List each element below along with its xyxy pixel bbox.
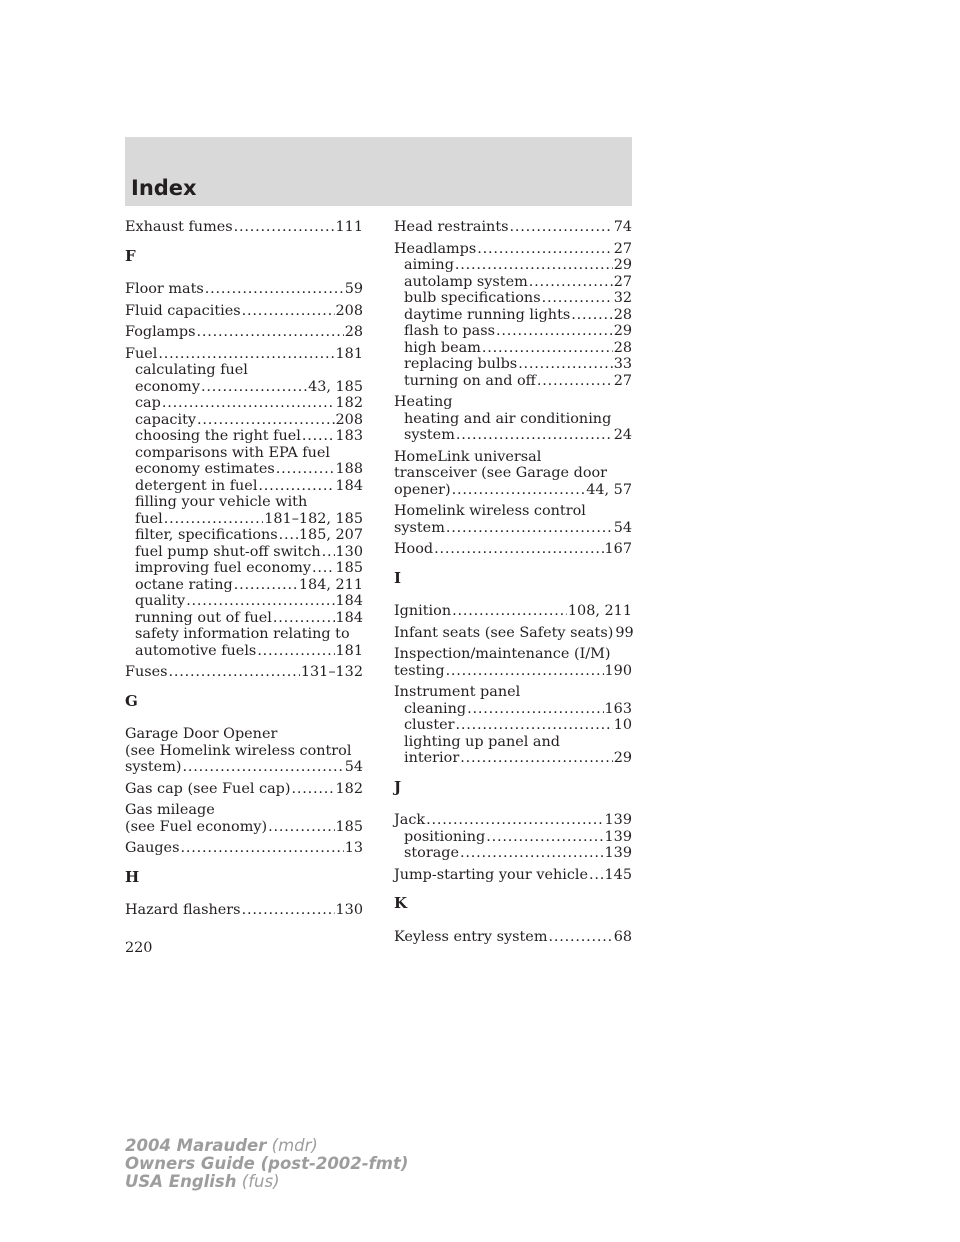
index-term: comparisons with EPA fuel xyxy=(135,444,331,461)
index-entry xyxy=(125,281,363,298)
index-entry-line xyxy=(125,819,363,836)
dot-leader xyxy=(452,603,567,620)
index-term: HomeLink universal xyxy=(394,448,542,465)
index-term: Gas mileage xyxy=(125,802,215,818)
index-term: Exhaust fumes xyxy=(125,219,233,235)
dot-leader xyxy=(158,346,334,363)
index-entry-line xyxy=(125,219,363,236)
index-term: quality xyxy=(135,593,186,609)
footer-model-code: (mdr) xyxy=(271,1136,318,1155)
index-page-ref: 184 xyxy=(335,477,363,494)
index-term: Fuses xyxy=(125,664,168,680)
dot-leader xyxy=(477,241,612,258)
index-page-ref: 28 xyxy=(613,339,632,356)
dot-leader xyxy=(518,356,613,373)
dot-leader xyxy=(452,482,586,499)
index-page-ref: 29 xyxy=(613,323,632,339)
index-entry-line xyxy=(394,394,632,411)
index-page-ref: 185 xyxy=(335,560,363,576)
index-subentry-line xyxy=(394,373,632,390)
index-term: Hood xyxy=(394,541,434,557)
index-term: opener) xyxy=(394,481,451,498)
index-entry xyxy=(394,812,632,862)
section-letter: I xyxy=(394,568,402,587)
index-entry-line xyxy=(125,743,363,760)
index-term: Gas cap (see Fuel cap) xyxy=(125,780,291,797)
index-entry xyxy=(394,646,632,679)
index-page-ref: 184 xyxy=(335,609,363,626)
index-entry xyxy=(394,929,632,946)
dot-leader xyxy=(571,307,612,324)
index-term: running out of fuel xyxy=(135,609,272,626)
index-term: detergent in fuel xyxy=(135,477,258,494)
dot-leader xyxy=(242,303,335,320)
section-letter: K xyxy=(394,894,408,912)
index-entry-line xyxy=(125,759,363,776)
index-term: (see Homelink wireless control xyxy=(125,742,352,759)
dot-leader xyxy=(426,812,603,829)
index-page-ref: 182 xyxy=(335,395,363,411)
index-subentry-line xyxy=(394,290,632,307)
index-term: turning on and off xyxy=(404,372,536,389)
dot-leader xyxy=(455,257,613,274)
index-page-ref: 190 xyxy=(604,662,632,679)
index-subentry-line xyxy=(125,544,363,561)
index-term: high beam xyxy=(404,339,481,356)
index-entry xyxy=(394,541,632,558)
index-entry-line xyxy=(125,346,363,363)
index-term: automotive fuels xyxy=(135,642,257,659)
dot-leader xyxy=(456,427,613,444)
index-entry-line xyxy=(394,646,632,663)
dot-leader xyxy=(467,701,603,718)
index-page-ref: 108, 211 xyxy=(567,603,632,619)
dot-leader xyxy=(486,829,603,846)
index-subentry-line xyxy=(125,412,363,429)
index-entry xyxy=(125,902,363,919)
index-subentry-line xyxy=(394,750,632,767)
index-term: cluster xyxy=(404,717,455,733)
index-subentry-line xyxy=(394,829,632,846)
index-term: interior xyxy=(404,750,460,766)
index-entry xyxy=(125,324,363,341)
dot-leader xyxy=(302,428,335,445)
dot-leader xyxy=(257,643,334,660)
dot-leader xyxy=(460,845,604,862)
index-term: Head restraints xyxy=(394,219,509,235)
footer-line-1 xyxy=(125,1137,408,1155)
index-page-ref: 44, 57 xyxy=(586,481,632,498)
footer-language: USA English xyxy=(125,1172,237,1191)
index-term: Keyless entry system xyxy=(394,928,548,945)
dot-leader xyxy=(273,610,335,627)
dot-leader xyxy=(169,664,300,681)
index-term: safety information relating to xyxy=(135,626,350,642)
index-term: calculating fuel xyxy=(135,362,248,378)
index-term: Fuel xyxy=(125,345,158,362)
index-term: Jack xyxy=(394,812,426,828)
index-subentry-line xyxy=(394,323,632,340)
index-page-ref: 68 xyxy=(613,928,632,945)
index-page-ref: 54 xyxy=(344,759,363,775)
dot-leader xyxy=(182,759,343,776)
index-page-ref: 183 xyxy=(335,428,363,444)
index-entry-line xyxy=(394,219,632,236)
index-page-ref: 111 xyxy=(335,219,363,235)
dot-leader xyxy=(201,379,307,396)
index-term: flash to pass xyxy=(404,323,495,339)
footer-line-3 xyxy=(125,1173,408,1191)
dot-leader xyxy=(589,867,603,884)
index-entry-line xyxy=(125,664,363,681)
index-entry xyxy=(394,867,632,884)
dot-leader xyxy=(537,373,613,390)
dot-leader xyxy=(234,219,335,236)
index-entry-line xyxy=(394,867,632,884)
index-page-ref: 184, 211 xyxy=(298,576,363,593)
index-subentry-line xyxy=(394,717,632,734)
index-term: choosing the right fuel xyxy=(135,428,301,444)
index-subentry-line xyxy=(125,626,363,643)
index-page-ref: 208 xyxy=(335,411,363,428)
index-page-ref: 27 xyxy=(613,240,632,257)
document-footer xyxy=(125,1137,408,1191)
index-subentry-line xyxy=(394,411,632,428)
index-term: positioning xyxy=(404,828,486,845)
index-term: Heating xyxy=(394,394,453,410)
index-subentry-line xyxy=(125,527,363,544)
index-subentry-line xyxy=(125,395,363,412)
dot-leader xyxy=(312,560,335,577)
index-term: cap xyxy=(135,395,161,411)
section-letter: H xyxy=(125,867,140,886)
index-term: aiming xyxy=(404,257,454,273)
index-page-ref: 131–132 xyxy=(300,664,363,680)
index-entry-line xyxy=(394,465,632,482)
index-term: autolamp system xyxy=(404,273,528,290)
index-entry-line xyxy=(125,802,363,819)
index-entry-line xyxy=(394,541,632,558)
index-page-ref: 29 xyxy=(613,750,632,766)
index-entry xyxy=(125,802,363,835)
index-page-ref: 208 xyxy=(335,302,363,319)
index-term: storage xyxy=(404,845,460,861)
index-term: daytime running lights xyxy=(404,306,571,323)
index-subentry-line xyxy=(125,643,363,660)
dot-leader xyxy=(197,324,344,341)
index-term: system xyxy=(394,519,445,536)
index-entry xyxy=(125,840,363,857)
index-page-ref: 10 xyxy=(613,717,632,733)
index-page-ref: 167 xyxy=(604,541,632,557)
dot-leader xyxy=(496,323,613,340)
section-letter: G xyxy=(125,691,138,710)
dot-leader xyxy=(186,593,334,610)
index-page-ref: 29 xyxy=(613,257,632,273)
dot-leader xyxy=(197,412,335,429)
dot-leader xyxy=(456,717,613,734)
index-term: fuel xyxy=(135,510,163,527)
dot-leader xyxy=(234,577,298,594)
index-page-ref: 139 xyxy=(604,845,632,861)
index-term: bulb specifications xyxy=(404,290,541,306)
dot-leader xyxy=(242,902,335,919)
dot-leader xyxy=(529,274,613,291)
index-term: Hazard flashers xyxy=(125,902,241,918)
index-entry xyxy=(394,684,632,767)
dot-leader xyxy=(510,219,613,236)
dot-leader xyxy=(279,527,298,544)
index-page-ref: 130 xyxy=(335,543,363,560)
index-subentry-line xyxy=(394,257,632,274)
index-term: Garage Door Opener xyxy=(125,726,278,742)
index-term: Ignition xyxy=(394,603,452,619)
dot-leader xyxy=(276,461,335,478)
index-term: economy xyxy=(135,378,200,395)
index-page-ref: 181 xyxy=(335,642,363,659)
index-entry xyxy=(394,449,632,499)
index-term: replacing bulbs xyxy=(404,356,518,372)
index-page-ref: 182 xyxy=(335,780,363,797)
index-entry-line xyxy=(125,281,363,298)
index-entry-line xyxy=(125,902,363,919)
dot-leader xyxy=(322,544,335,561)
dot-leader xyxy=(460,750,612,767)
footer-line-2 xyxy=(125,1155,408,1173)
index-term: Infant seats (see Safety seats) xyxy=(394,624,614,641)
index-page-ref: 145 xyxy=(604,866,632,883)
index-term: improving fuel economy xyxy=(135,560,312,576)
index-subentry-line xyxy=(394,356,632,373)
dot-leader xyxy=(258,478,334,495)
index-page-ref: 33 xyxy=(613,356,632,372)
index-page-ref: 43, 185 xyxy=(308,378,363,395)
footer-language-code: (fus) xyxy=(241,1172,280,1191)
index-entry-line xyxy=(394,812,632,829)
index-page-ref: 54 xyxy=(613,519,632,536)
dot-leader xyxy=(548,929,612,946)
index-term: heating and air conditioning xyxy=(404,410,612,427)
index-page-ref: 24 xyxy=(613,427,632,443)
index-page-ref: 163 xyxy=(604,700,632,717)
index-subentry-line xyxy=(125,478,363,495)
index-entry-line xyxy=(394,482,632,499)
index-entry xyxy=(125,726,363,776)
index-subentry-line xyxy=(125,461,363,478)
index-term: filter, specifications xyxy=(135,527,278,543)
index-entry xyxy=(125,781,363,798)
index-page-ref: 188 xyxy=(335,461,363,477)
index-page-ref: 185, 207 xyxy=(298,527,363,543)
index-page-ref: 184 xyxy=(335,593,363,609)
index-page-ref: 130 xyxy=(335,902,363,918)
dot-leader xyxy=(434,541,603,558)
index-term: fuel pump shut-off switch xyxy=(135,543,321,560)
header-band xyxy=(125,137,632,206)
index-entry-line xyxy=(394,625,632,642)
page-number: 220 xyxy=(125,940,153,956)
index-page-ref: 74 xyxy=(613,219,632,235)
index-subentry-line xyxy=(125,379,363,396)
index-term: Foglamps xyxy=(125,324,196,340)
index-subentry-line xyxy=(125,560,363,577)
index-subentry-line xyxy=(394,427,632,444)
index-subentry-line xyxy=(394,274,632,291)
index-entry xyxy=(394,503,632,536)
dot-leader xyxy=(542,290,613,307)
index-term: Gauges xyxy=(125,840,180,856)
dot-leader xyxy=(268,819,334,836)
index-entry-line xyxy=(125,324,363,341)
dot-leader xyxy=(291,781,334,798)
index-page-ref: 28 xyxy=(344,324,363,340)
index-column-left xyxy=(125,219,363,924)
dot-leader xyxy=(482,340,613,357)
index-subentry-line xyxy=(394,734,632,751)
index-entry-line xyxy=(125,781,363,798)
dot-leader xyxy=(180,840,343,857)
index-entry-line xyxy=(394,684,632,701)
index-term: filling your vehicle with xyxy=(135,494,308,510)
index-entry xyxy=(394,394,632,444)
index-page-ref: 13 xyxy=(344,840,363,856)
index-term: Jump-starting your vehicle xyxy=(394,866,589,883)
index-subentry-line xyxy=(125,511,363,528)
index-entry-line xyxy=(394,663,632,680)
index-term: Instrument panel xyxy=(394,684,521,700)
index-entry-line xyxy=(125,303,363,320)
index-page-ref: 139 xyxy=(604,828,632,845)
index-entry-line xyxy=(394,603,632,620)
dot-leader xyxy=(162,395,335,412)
index-entry xyxy=(125,346,363,660)
index-term: Headlamps xyxy=(394,240,477,257)
index-entry xyxy=(394,625,632,642)
index-entry-line xyxy=(394,503,632,520)
index-term: Inspection/maintenance (I/M) xyxy=(394,646,611,662)
index-term: testing xyxy=(394,662,445,679)
index-entry-line xyxy=(394,241,632,258)
index-entry xyxy=(125,219,363,236)
section-letter: F xyxy=(125,246,136,265)
page-title: Index xyxy=(131,176,197,200)
index-entry-line xyxy=(125,726,363,743)
index-page-ref: 99 xyxy=(615,624,634,641)
index-term: octane rating xyxy=(135,576,233,593)
index-page-ref: 59 xyxy=(344,281,363,297)
index-entry xyxy=(394,241,632,390)
index-term: (see Fuel economy) xyxy=(125,818,268,835)
index-subentry-line xyxy=(125,445,363,462)
index-page-ref: 27 xyxy=(613,273,632,290)
index-subentry-line xyxy=(125,428,363,445)
footer-model: 2004 Marauder xyxy=(125,1136,267,1155)
index-page-ref: 139 xyxy=(604,812,632,828)
dot-leader xyxy=(164,511,264,528)
index-entry xyxy=(394,603,632,620)
index-subentry-line xyxy=(394,701,632,718)
index-entry xyxy=(125,303,363,320)
index-term: Homelink wireless control xyxy=(394,503,586,519)
index-entry-line xyxy=(394,520,632,537)
index-page-ref: 181 xyxy=(335,345,363,362)
index-column-right xyxy=(394,219,632,950)
index-term: capacity xyxy=(135,411,197,428)
index-page-ref: 28 xyxy=(613,306,632,323)
index-page-ref: 27 xyxy=(613,372,632,389)
index-term: economy estimates xyxy=(135,461,275,477)
index-entry xyxy=(394,219,632,236)
dot-leader xyxy=(446,520,613,537)
index-entry xyxy=(125,664,363,681)
index-page-ref: 185 xyxy=(335,818,363,835)
section-letter: J xyxy=(394,777,402,796)
index-page-ref: 32 xyxy=(613,290,632,306)
index-subentry-line xyxy=(394,845,632,862)
index-term: lighting up panel and xyxy=(404,733,560,750)
index-term: transceiver (see Garage door xyxy=(394,465,608,481)
index-subentry-line xyxy=(125,577,363,594)
index-entry-line xyxy=(394,929,632,946)
index-term: Fluid capacities xyxy=(125,302,241,319)
dot-leader xyxy=(205,281,344,298)
index-term: cleaning xyxy=(404,700,467,717)
index-subentry-line xyxy=(394,307,632,324)
index-subentry-line xyxy=(125,610,363,627)
index-term: Floor mats xyxy=(125,281,204,297)
index-subentry-line xyxy=(125,362,363,379)
index-term: system) xyxy=(125,759,182,775)
index-subentry-line xyxy=(125,494,363,511)
index-entry-line xyxy=(125,840,363,857)
index-subentry-line xyxy=(125,593,363,610)
dot-leader xyxy=(446,663,604,680)
index-term: system xyxy=(404,427,455,443)
footer-guide: Owners Guide (post-2002-fmt) xyxy=(125,1154,409,1173)
index-subentry-line xyxy=(394,340,632,357)
index-page-ref: 181–182, 185 xyxy=(264,510,363,527)
index-entry-line xyxy=(394,449,632,466)
